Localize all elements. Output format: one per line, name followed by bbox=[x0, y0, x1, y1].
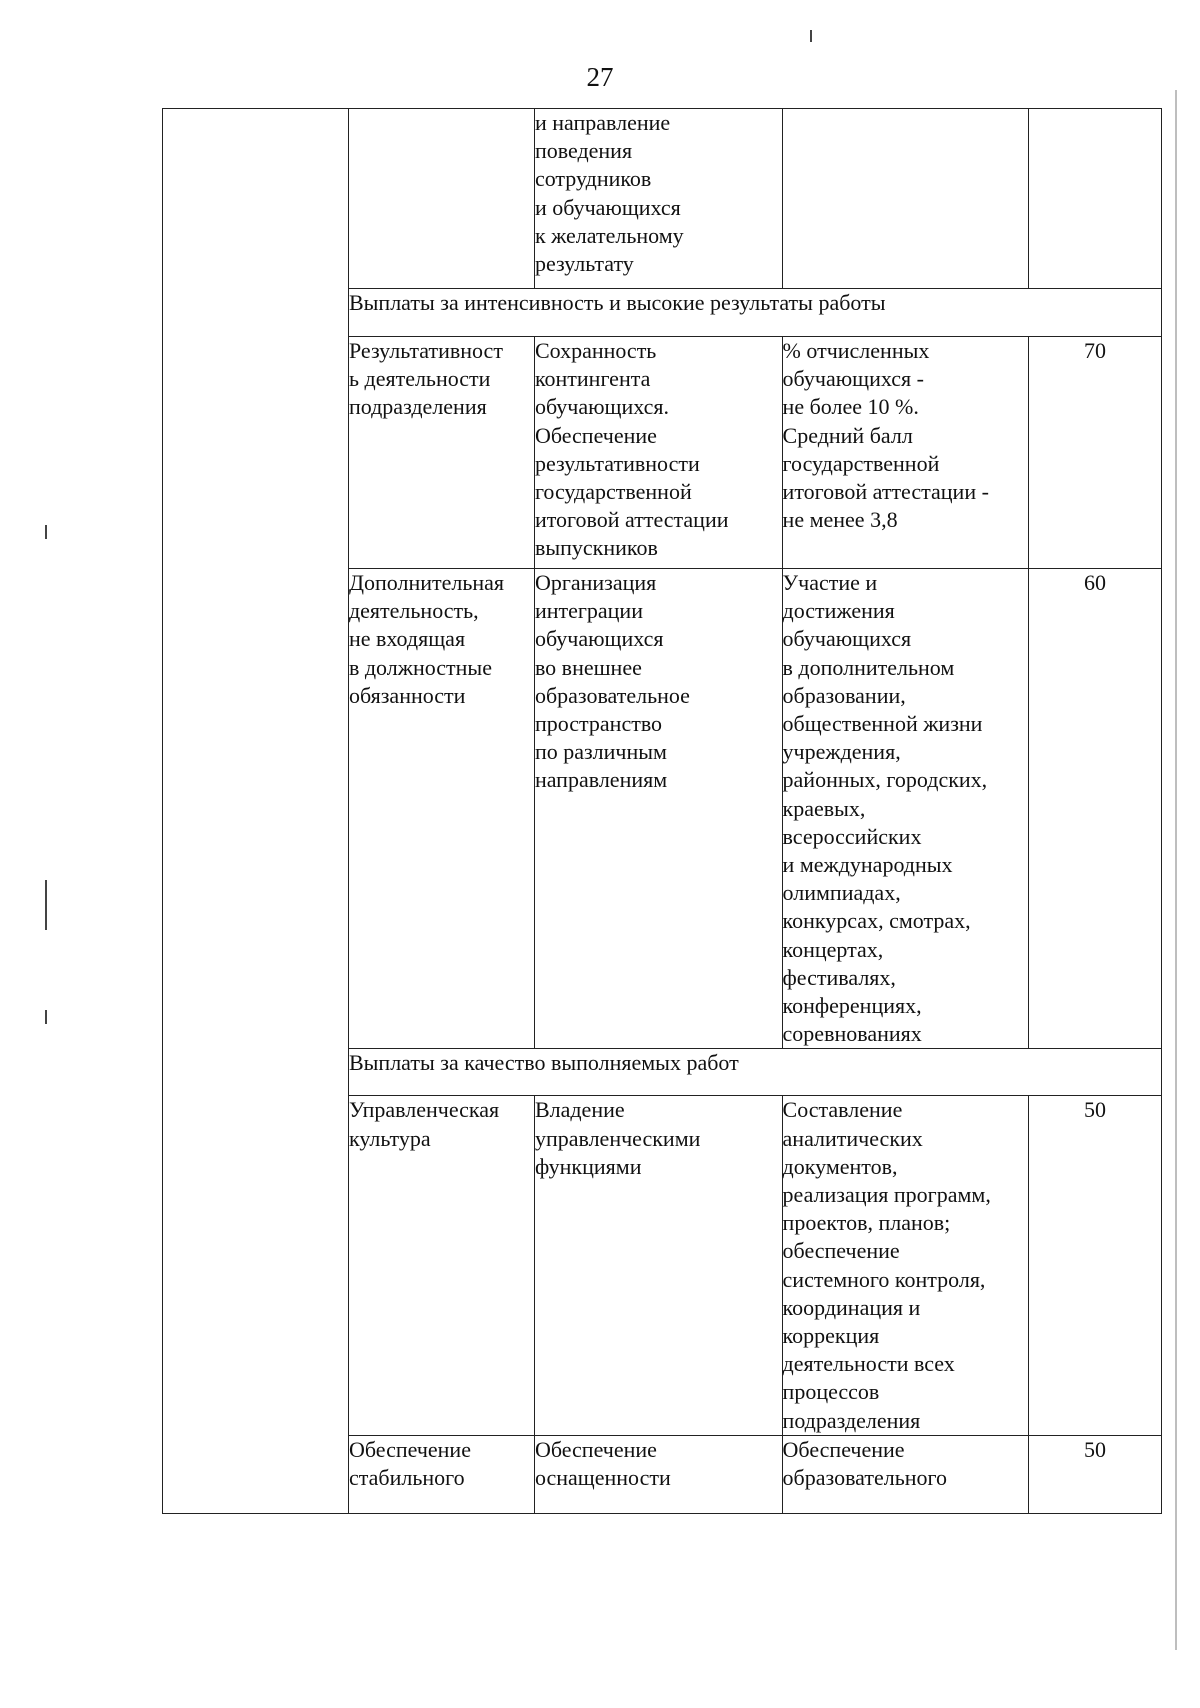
criterion-cell: Управленческая культура bbox=[348, 1096, 534, 1435]
points-cell: 60 bbox=[1029, 569, 1162, 1049]
page-number: 27 bbox=[586, 62, 614, 92]
continuation-col5-cell bbox=[1029, 109, 1162, 289]
points-cell: 50 bbox=[1029, 1096, 1162, 1435]
measure-cell: % отчисленных обучающихся - не более 10 %. Средний балл государственной итоговой аттестации - не менее 3,8 bbox=[782, 337, 1029, 569]
empty-first-column bbox=[163, 109, 349, 1514]
criterion-cell: Обеспечение стабильного bbox=[348, 1435, 534, 1513]
criteria-table bbox=[162, 108, 1162, 1514]
table-row-continuation bbox=[163, 109, 1162, 289]
measure-cell: Участие и достижения обучающихся в дополнительном образовании, общественной жизни учреждения, районных, городских, краевых, всероссийских и международных олимпиадах, конкурсах, смотрах, концертах, фестивалях, конференциях, соревнованиях bbox=[782, 569, 1029, 1049]
continuation-col2-cell bbox=[348, 109, 534, 289]
scan-artifact-line bbox=[810, 30, 812, 42]
measure-cell: Обеспечение образовательного bbox=[782, 1435, 1029, 1513]
indicator-cell: Владение управленческими функциями bbox=[534, 1096, 782, 1435]
indicator-cell: Сохранность контингента обучающихся. Обеспечение результативности государственной итоговой аттестации выпускников bbox=[534, 337, 782, 569]
section-title-intensity: Выплаты за интенсивность и высокие результаты работы bbox=[348, 289, 1161, 337]
measure-cell: Составление аналитических документов, реализация программ, проектов, планов; обеспечение системного контроля, координация и коррекция деятельности всех процессов подразделения bbox=[782, 1096, 1029, 1435]
scan-artifact-line bbox=[45, 880, 47, 930]
continuation-col4-cell bbox=[782, 109, 1029, 289]
indicator-cell: Обеспечение оснащенности bbox=[534, 1435, 782, 1513]
scan-artifact-line bbox=[45, 1010, 47, 1024]
indicator-cell: Организация интеграции обучающихся во внешнее образовательное пространство по различным направлениям bbox=[534, 569, 782, 1049]
continuation-indicator-cell: и направление поведения сотрудников и обучающихся к желательному результату bbox=[534, 109, 782, 289]
section-title-quality: Выплаты за качество выполняемых работ bbox=[348, 1049, 1161, 1096]
criterion-cell: Результативност ь деятельности подразделения bbox=[348, 337, 534, 569]
points-cell: 70 bbox=[1029, 337, 1162, 569]
criterion-cell: Дополнительная деятельность, не входящая в должностные обязанности bbox=[348, 569, 534, 1049]
points-cell: 50 bbox=[1029, 1435, 1162, 1513]
scan-artifact-line bbox=[1175, 90, 1177, 1650]
scan-artifact-line bbox=[45, 525, 47, 539]
